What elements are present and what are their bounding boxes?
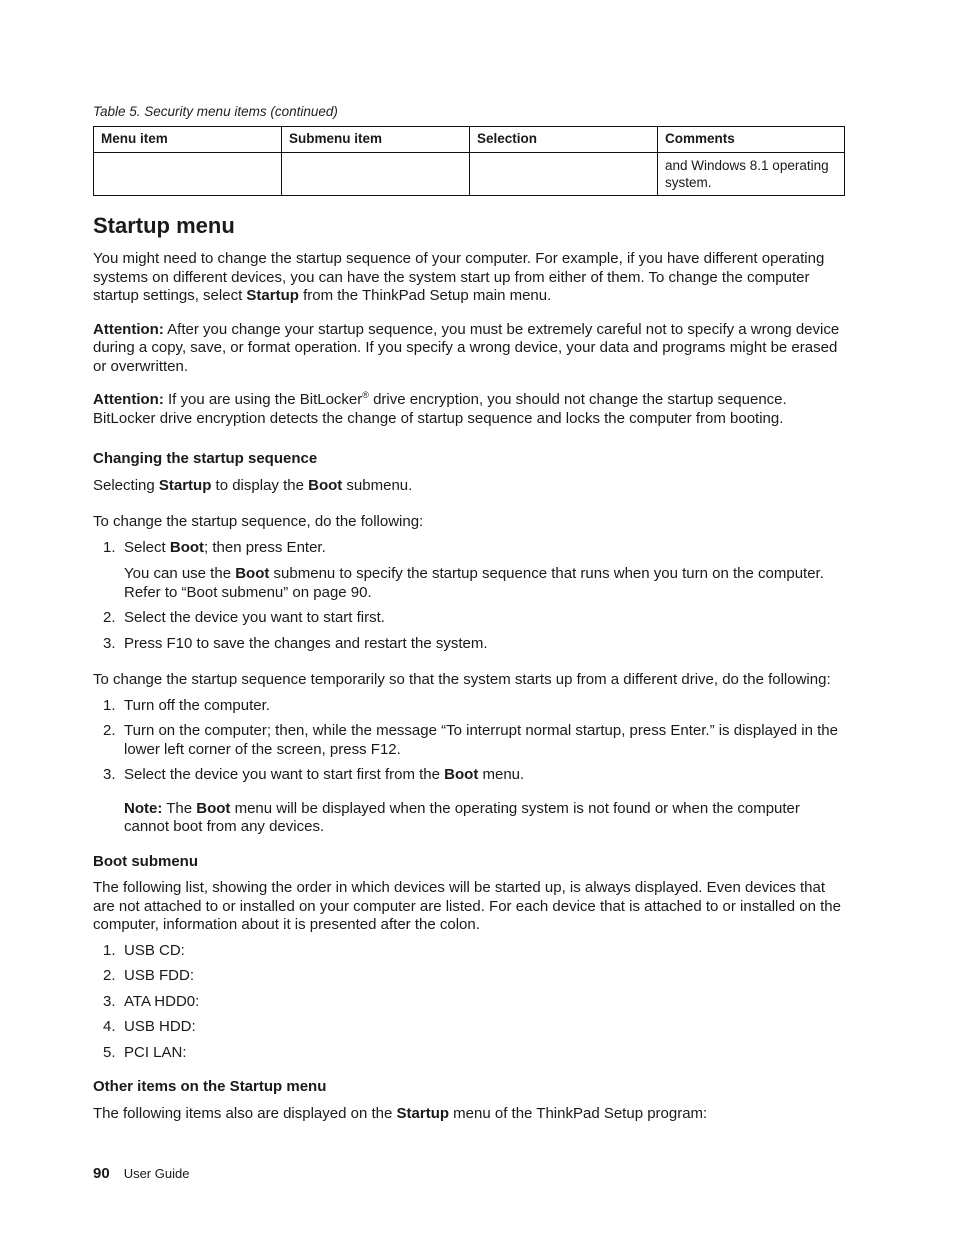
table-cell	[470, 153, 658, 196]
list-item: 1. Turn off the computer.	[103, 696, 270, 714]
column-header: Comments	[658, 127, 845, 153]
numbered-list	[93, 942, 845, 1063]
paragraph: To change the startup sequence, do the following:	[93, 513, 424, 530]
list-item: 2. USB FDD:	[103, 967, 195, 984]
table-header-row	[94, 127, 845, 153]
table-cell: and Windows 8.1 operating system.	[658, 153, 845, 196]
page-footer	[93, 1165, 189, 1182]
column-header: Submenu item	[282, 127, 470, 153]
list-item: 5. PCI LAN:	[103, 1043, 187, 1061]
list-item: 1. USB CD:	[103, 941, 185, 959]
paragraph: Selecting Startup to display the Boot submenu.	[93, 476, 413, 494]
list-item: 4. USB HDD:	[103, 1018, 196, 1035]
note-label: Note:	[124, 799, 163, 817]
page-number: 90	[93, 1165, 110, 1182]
subsection-heading: Changing the startup sequence	[93, 450, 318, 467]
paragraph: The following items also are displayed on the Startup menu of the ThinkPad Setup program:	[93, 1104, 708, 1122]
section-title: Startup menu	[93, 213, 235, 238]
table-cell	[282, 153, 470, 196]
subsection-heading: Boot submenu	[93, 852, 198, 870]
paragraph: The following list, showing the order in which devices will be started up, is always displayed. Even devices that are not attached to or installed on your computer are listed. For each device that is attached to or installed on the computer, information about it is presented after the colon.	[93, 879, 841, 933]
list-item: 2. Turn on the computer; then, while the message “To interrupt normal startup, press Enter.” is displayed in the lower left corner of the screen, press F12.	[103, 722, 838, 758]
column-header: Menu item	[94, 127, 282, 153]
list-item: 1. Select Boot; then press Enter. You can use the Boot submenu to specify the startup sequence that runs when you turn on the computer. Refer to “Boot submenu” on page 90.	[103, 538, 824, 601]
note: Note: The Boot menu will be displayed when the operating system is not found or when the computer cannot boot from any devices.	[124, 799, 800, 835]
list-item: 3. ATA HDD0:	[103, 992, 200, 1010]
table-cell	[94, 153, 282, 196]
attention-paragraph: Attention: After you change your startup sequence, you must be extremely careful not to specify a wrong device during a copy, save, or format operation. If you specify a wrong device, your data and programs might be erased or overwritten.	[93, 320, 840, 375]
list-item: 3. Press F10 to save the changes and restart the system.	[103, 634, 488, 652]
numbered-list	[93, 697, 845, 837]
table-caption: Table 5. Security menu items (continued)	[93, 104, 338, 119]
paragraph: To change the startup sequence temporarily so that the system starts up from a different drive, do the following:	[93, 671, 831, 688]
column-header: Selection	[470, 127, 658, 153]
list-item: 3. Select the device you want to start first from the Boot menu. Note: The Boot menu will be displayed when the operating system is not found or when the computer cannot boot from any devices.	[93, 766, 845, 837]
intro-paragraph: You might need to change the startup sequence of your computer. For example, if you have different operating systems on different devices, you can have the system start up from either of them. To change the computer startup settings, select Startup from the ThinkPad Setup main menu.	[93, 250, 825, 304]
subsection-heading: Other items on the Startup menu	[93, 1078, 327, 1095]
security-menu-table	[93, 126, 845, 196]
attention-paragraph: Attention: If you are using the BitLocker® drive encryption, you should not change the startup sequence. BitLocker drive encryption detects the change of startup sequence and locks the computer from booting.	[93, 390, 787, 427]
attention-label: Attention:	[93, 391, 164, 408]
numbered-list	[93, 539, 845, 654]
list-item: 2. Select the device you want to start first.	[103, 609, 385, 626]
table-row	[94, 153, 845, 196]
attention-label: Attention:	[93, 320, 164, 338]
footer-title: User Guide	[123, 1166, 190, 1181]
content	[93, 212, 845, 1138]
